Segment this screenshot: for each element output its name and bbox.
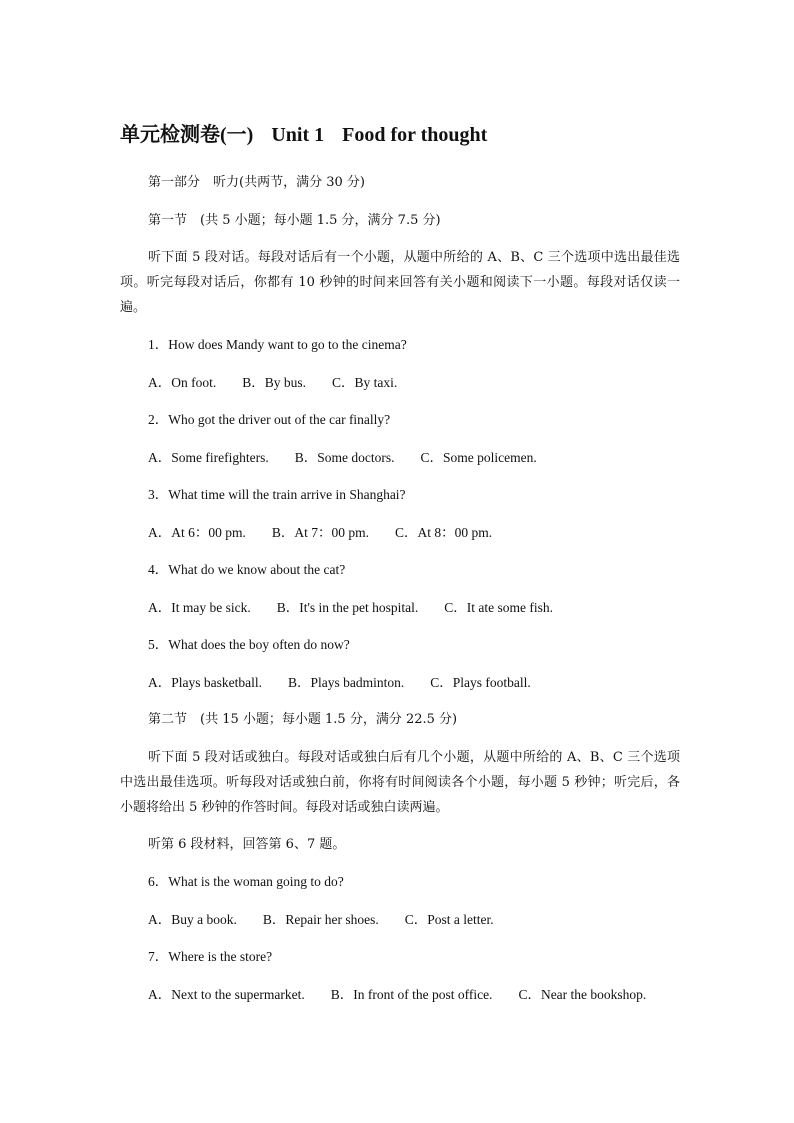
section2-heading: 第二节 (共 15 小题；每小题 1.5 分，满分 22.5 分): [148, 712, 458, 727]
option-c: C．It ate some fish.: [444, 599, 554, 615]
question-stem: 1．How does Mandy want to go to the cinema?: [148, 337, 407, 352]
option-c: C．At 8：00 pm.: [395, 524, 493, 540]
question-options: [120, 439, 680, 477]
section1-heading: 第一节 (共 5 小题；每小题 1.5 分，满分 7.5 分): [148, 212, 441, 228]
title-unit: Unit 1: [271, 124, 325, 146]
title-chinese: 单元检测卷(一): [120, 124, 254, 146]
option-a: A．It may be sick.: [148, 599, 251, 615]
option-c: C．Post a letter.: [404, 911, 494, 927]
question-stem: 7．Where is the store?: [148, 949, 273, 964]
question-stem: 3．What time will the train arrive in Shanghai?: [148, 487, 406, 502]
option-b: B．Plays badminton.: [288, 674, 405, 690]
option-b: B．Repair her shoes.: [262, 911, 379, 927]
section2-questions: [120, 863, 680, 1013]
option-b: B．At 7：00 pm.: [271, 524, 370, 540]
question-options: [120, 664, 680, 702]
option-b: B．It's in the pet hospital.: [276, 599, 419, 615]
option-a: A．On foot.: [148, 374, 217, 390]
option-a: A．Next to the supermarket.: [148, 986, 305, 1002]
question-stem: 4．What do we know about the cat?: [148, 562, 346, 577]
option-b: B．Some doctors.: [294, 449, 395, 465]
question-stem: 5．What does the boy often do now?: [148, 637, 350, 652]
option-b: B．By bus.: [242, 374, 307, 390]
section1-questions: [120, 326, 680, 701]
option-a: A．Plays basketball.: [148, 674, 262, 690]
question-stem: 2．Who got the driver out of the car finally?: [148, 412, 391, 427]
option-a: A．At 6：00 pm.: [148, 524, 246, 540]
option-c: C．Near the bookshop.: [518, 986, 647, 1002]
section2-instructions: 听下面 5 段对话或独白。每段对话或独白后有几个小题，从题中所给的 A、B、C 三个选项中选出最佳选项。听每段对话或独白前，你将有时间阅读各个小题，每小题 5 秒钟；听完后，各小题将给出 5 秒钟的作答时间。每段对话或独白读两遍。: [120, 749, 680, 815]
question-stem: 6．What is the woman going to do?: [148, 874, 344, 889]
option-c: C．Plays football.: [430, 674, 531, 690]
option-b: B．In front of the post office.: [330, 986, 493, 1002]
title-topic: Food for thought: [342, 124, 488, 146]
part1-heading: 第一部分 听力(共两节，满分 30 分): [148, 175, 365, 190]
material-note: 听第 6 段材料，回答第 6、7 题。: [148, 836, 346, 852]
question-options: [120, 514, 680, 552]
option-c: C．Some policemen.: [420, 449, 537, 465]
option-c: C．By taxi.: [332, 374, 398, 390]
option-a: A．Some firefighters.: [148, 449, 269, 465]
option-a: A．Buy a book.: [148, 911, 237, 927]
question-options: [120, 901, 680, 939]
question-options: [120, 976, 680, 1014]
page-title: [120, 118, 680, 152]
question-options: [120, 364, 680, 402]
exam-page: [120, 118, 680, 1013]
section1-instructions: 听下面 5 段对话。每段对话后有一个小题，从题中所给的 A、B、C 三个选项中选出最佳选项。听完每段对话后，你都有 10 秒钟的时间来回答有关小题和阅读下一小题。每段对话仅读一遍。: [120, 250, 680, 315]
question-options: [120, 589, 680, 627]
